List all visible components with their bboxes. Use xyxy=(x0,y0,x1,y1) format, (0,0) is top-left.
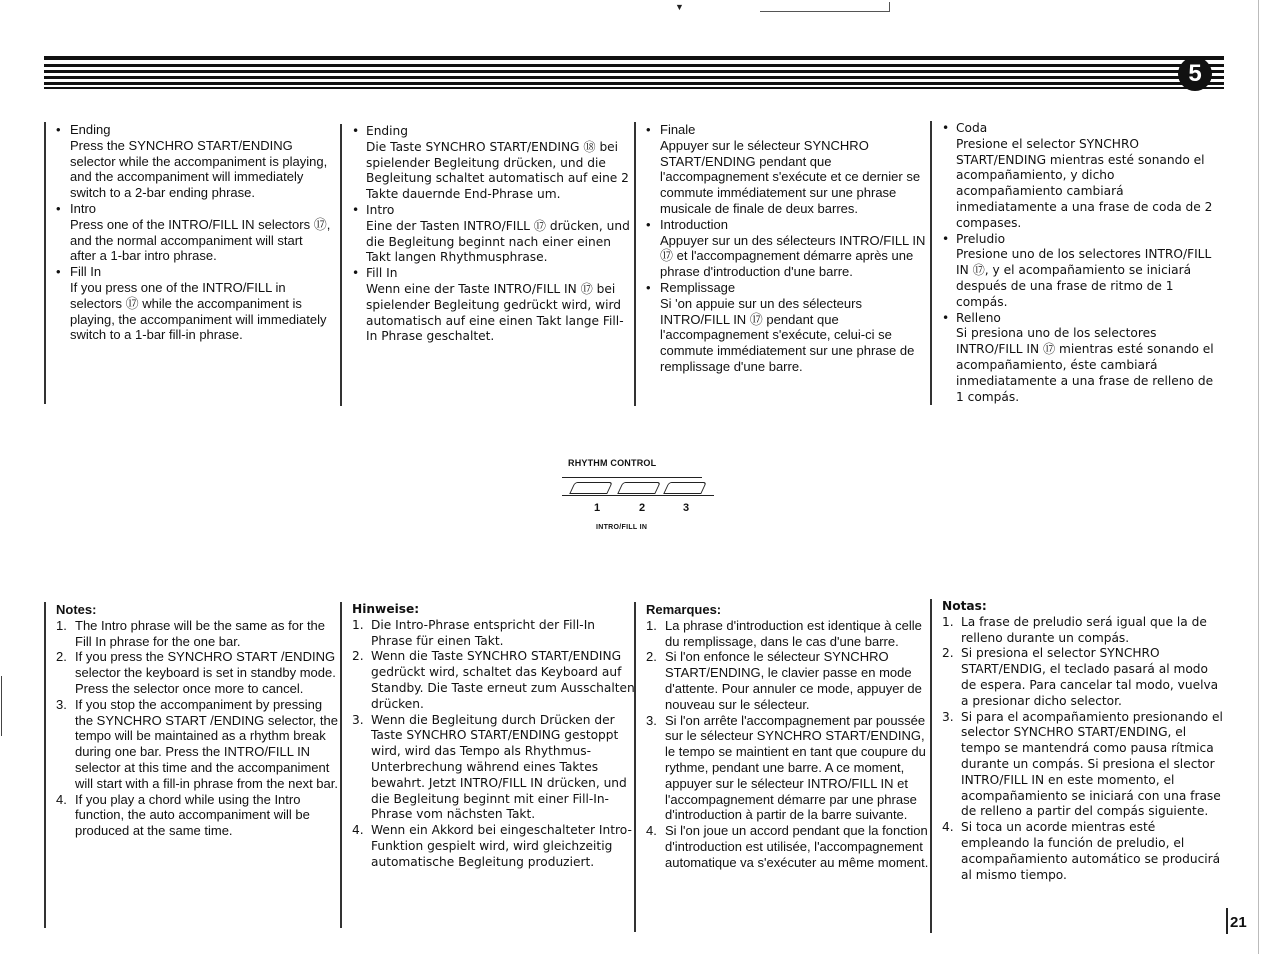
intro-fill-button-2 xyxy=(617,482,661,494)
column-french xyxy=(634,122,930,406)
note-item: 2. Si l'on enfonce le sélecteur SYNCHRO START/ENDING, le clavier passe en mode d'attente. Pour annuler ce mode, appuyer de nouveau sur le sélecteur. xyxy=(646,649,922,712)
item-body: Eine der Tasten INTRO/FILL ⑰ drücken, und die Begleitung beginnt nach einer einen Takt langen Rhythmusphrase. xyxy=(366,218,630,265)
note-item: 1. Die Intro-Phrase entspricht der Fill-In Phrase für einen Takt. xyxy=(352,617,596,648)
button-number: 1 xyxy=(594,502,601,514)
notes-spanish xyxy=(930,599,1226,933)
note-item: 4. If you play a chord while using the Intro function, the auto accompaniment will be produced at the same time. xyxy=(56,791,310,839)
intro-fill-in-sublabel: INTRO/FILL IN xyxy=(596,524,648,531)
item-body: Appuyer sur un des sélecteurs INTRO/FILL IN ⑰ et l'accompagnement démarre après une phrase d'introduction d'une barre. xyxy=(660,232,926,280)
note-item: 1. La phrase d'introduction est identique à celle du remplissage, dans le cas d'une barre. xyxy=(646,617,922,649)
notes-title: Remarques: xyxy=(646,602,722,617)
note-item: 2. If you press the SYNCHRO START /ENDING selector the keyboard is set in standby mode. Press the selector once more to cancel. xyxy=(56,649,336,696)
diagram-base-rule xyxy=(562,495,714,496)
item-body: Appuyer sur le sélecteur SYNCHRO START/ENDING pendant que l'accompagnement s'exécute et ce dernier se commute immédiatement sur une phrase musicale de finale de deux barres. xyxy=(660,137,921,216)
item-body: Press one of the INTRO/FILL IN selectors ⑰, and the normal accompaniment will start after a 1-bar intro phrase. xyxy=(70,216,331,264)
rhythm-control-label: RHYTHM CONTROL xyxy=(568,458,657,468)
item-body: Presione uno de los selectores INTRO/FILL IN ⑰, y el acompañamiento se iniciará después de una frase de ritmo de 1 compás. xyxy=(956,247,1212,309)
header-rules xyxy=(44,56,1224,90)
note-item: 4. Si l'on joue un accord pendant que la fonction d'introduction est utilisée, l'accompagnement automatique va s'exécuter au même moment. xyxy=(646,823,929,870)
item-body: Press the SYNCHRO START/ENDING selector while the accompaniment is playing, and the accompaniment will immediately switch to a 2-bar ending phrase. xyxy=(70,137,328,201)
note-item: 3. If you stop the accompaniment by pressing the SYNCHRO START /ENDING selector, the tempo will be maintained as a rhythm break during one bar. Press the INTRO/FILL IN selector at this time and the accompaniment will start with a fill-in phrase from the next bar. xyxy=(56,696,338,791)
item-title: • Ending xyxy=(56,122,332,138)
note-item: 1. La frase de preludio será igual que la de relleno durante un compás. xyxy=(942,614,1207,645)
item-body: If you press one of the INTRO/FILL in selectors ⑰ while the accompaniment is playing, the accompaniment will immediately switch to a 1-bar fill-in phrase. xyxy=(70,279,327,343)
item-title: • Intro xyxy=(352,203,634,219)
diagram-rule xyxy=(562,477,702,478)
item-title: • Fill In xyxy=(56,264,332,280)
item-title: • Intro xyxy=(56,201,332,217)
item-title: • Preludio xyxy=(942,232,1224,248)
binding-mark xyxy=(1,676,2,736)
page-number-rule xyxy=(1226,908,1228,934)
page-number: 21 xyxy=(1230,914,1247,931)
page-edge xyxy=(1258,0,1259,954)
note-item: 3. Si l'on arrête l'accompagnement par poussée sur le sélecteur SYNCHRO START/ENDING, le tempo se maintient en tant que coupure du rythme, pendant une barre. A ce moment, appuyer sur le sélecteur INTRO/FILL IN et l'accompagnement démarre par une phrase d'introduction à partir de la barre suivante. xyxy=(646,712,926,823)
column-spanish xyxy=(930,121,1224,405)
top-register-tick xyxy=(889,2,890,12)
button-number: 2 xyxy=(639,502,646,514)
item-body: Presione el selector SYNCHRO START/ENDING mientras esté sonando el acompañamiento, y dicho acompañamiento cambiará inmediatamente a una frase de coda de 2 compases. xyxy=(956,136,1213,230)
chapter-badge: 5 xyxy=(1178,57,1212,91)
top-register-line xyxy=(760,11,890,12)
note-item: 4. Si toca un acorde mientras esté empleando la función de preludio, el acompañamiento automático se producirá al mismo tiempo. xyxy=(942,820,1221,882)
item-title: • Ending xyxy=(352,124,634,140)
item-body: Die Taste SYNCHRO START/ENDING ⑱ bei spielender Begleitung drücken, und die Begleitung schaltet automatisch auf eine 2 Takte dauernde End-Phrase um. xyxy=(366,139,629,202)
note-item: 3. Wenn die Begleitung durch Drücken der Taste SYNCHRO START/ENDING gestoppt wird, wird das Tempo als Rhythmus-Unterbrechung während eines Taktes bewahrt. Jetzt INTRO/FILL IN drücken, und die Begleitung beginnt mit einer Fill-In-Phrase vom nächsten Takt. xyxy=(352,712,627,822)
item-title: • Remplissage xyxy=(646,280,930,296)
item-body: Si 'on appuie sur un des sélecteurs INTRO/FILL IN ⑰ pendant que l'accompagnement s'exécute, celui-ci se commute immédiatement sur une phrase de remplissage d'une barre. xyxy=(660,295,915,374)
note-item: 2. Si presiona el selector SYNCHRO START/ENDIG, el teclado pasará al modo de espera. Para cancelar tal modo, vuelva a presionar dicho selector. xyxy=(942,646,1219,708)
item-title: • Finale xyxy=(646,122,930,138)
item-title: • Coda xyxy=(942,121,1224,137)
item-title: • Relleno xyxy=(942,311,1224,327)
item-body: Si presiona uno de los selectores INTRO/FILL IN ⑰ mientras esté sonando el acompañamiento, éste cambiará inmediatamente a una frase de relleno de 1 compás. xyxy=(956,326,1214,404)
item-title: • Introduction xyxy=(646,217,930,233)
intro-fill-button-3 xyxy=(663,482,707,494)
notes-title: Hinweise: xyxy=(352,602,420,616)
top-arrow-mark: ▼ xyxy=(675,2,684,12)
notes-french xyxy=(634,602,930,932)
item-body: Wenn eine der Taste INTRO/FILL IN ⑰ bei spielender Begleitung gedrückt wird, wird automatisch auf eine einen Takt lange Fill-In Phrase geschaltet. xyxy=(366,281,624,344)
note-item: 1. The Intro phrase will be the same as for the Fill In phrase for the one bar. xyxy=(56,617,326,649)
note-item: 4. Wenn ein Akkord bei eingeschalteter Intro-Funktion gespielt wird, wird gleichzeitig automatische Begleitung produziert. xyxy=(352,823,632,869)
notes-title: Notas: xyxy=(942,599,987,613)
note-item: 2. Wenn die Taste SYNCHRO START/ENDING gedrückt wird, schaltet das Keyboard auf Standby. Die Taste erneut zum Ausschalten drücken. xyxy=(352,649,635,711)
intro-fill-button-1 xyxy=(569,482,613,494)
notes-english xyxy=(44,602,338,928)
column-english xyxy=(44,122,332,404)
notes-german xyxy=(340,602,636,928)
column-german xyxy=(340,124,634,406)
note-item: 3. Si para el acompañamiento presionando el selector SYNCHRO START/ENDING, el tempo se mantendrá como pausa rítmica durante un compás. Si presiona el slector INTRO/FILL IN en este momento, el acompañamiento se iniciará con una frase de relleno a partir del compás siguiente. xyxy=(942,709,1223,819)
item-title: • Fill In xyxy=(352,266,634,282)
notes-title: Notes: xyxy=(56,602,97,617)
button-number: 3 xyxy=(683,502,690,514)
